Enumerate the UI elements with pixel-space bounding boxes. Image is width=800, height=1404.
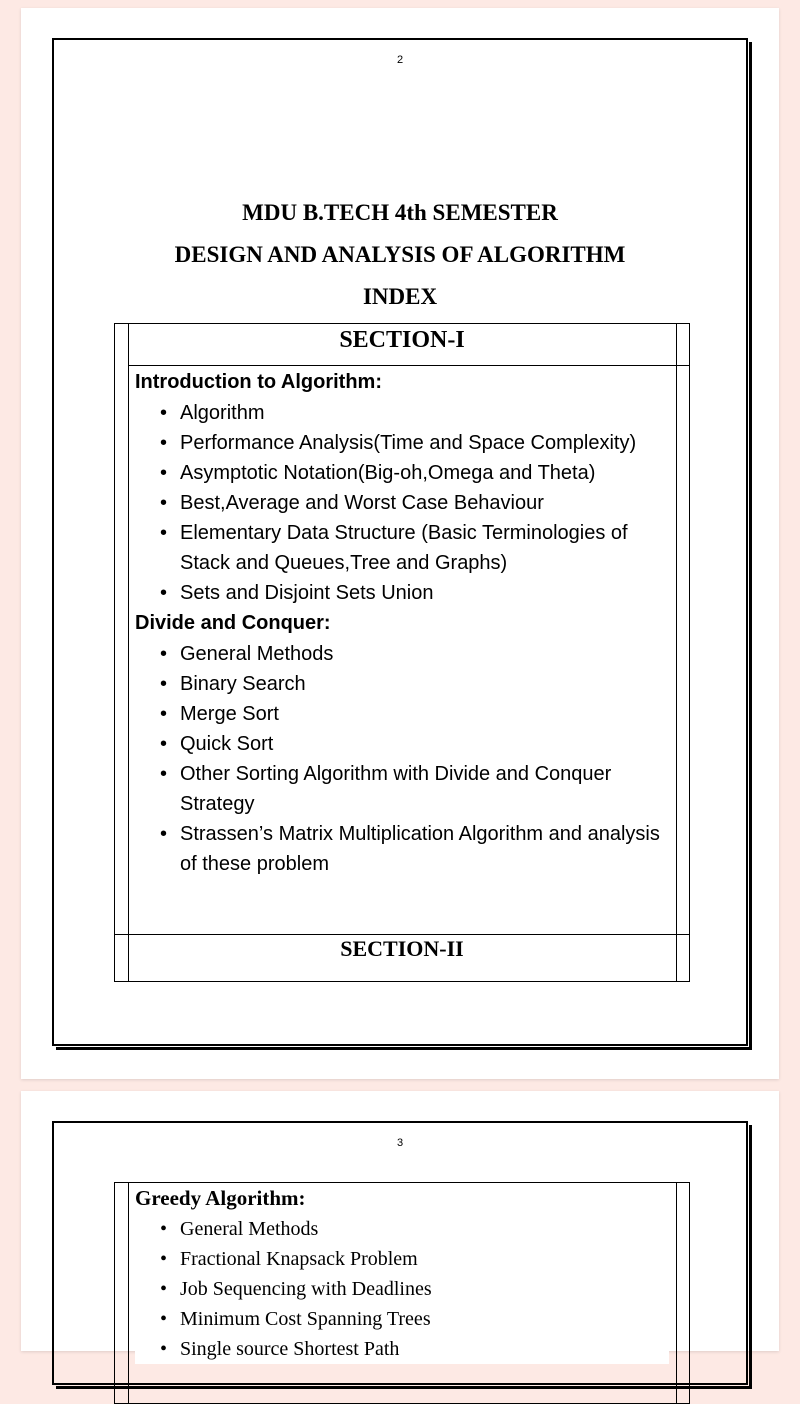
topic-heading-intro: Introduction to Algorithm: [135,371,382,393]
subject-title: DESIGN AND ANALYSIS OF ALGORITHM [174,242,626,267]
topic-list-greedy [135,1214,669,1364]
list-item: • Fractional Knapsack Problem [160,1248,418,1270]
list-item: • Quick Sort [160,733,274,755]
list-item: • Job Sequencing with Deadlines [160,1278,432,1300]
list-item: • Strassen’s Matrix Multiplication Algorithm and analysis of these problem [160,823,660,875]
list-item: • Best,Average and Worst Case Behaviour [160,492,544,514]
topic-heading-divide: Divide and Conquer: [135,612,331,634]
list-item: • Sets and Disjoint Sets Union [160,582,434,604]
section-1-contents [135,367,669,879]
list-item: • General Methods [160,1218,319,1240]
course-title: MDU B.TECH 4th SEMESTER [242,200,558,225]
index-title: INDEX [362,284,438,309]
index-table [114,323,690,982]
list-item: • Minimum Cost Spanning Trees [160,1308,431,1330]
list-item: • Single source Shortest Path [160,1338,400,1360]
topic-list-intro [135,398,669,608]
document-page-3 [21,1091,779,1360]
section-1-title: SECTION-I [339,327,465,353]
list-item: • General Methods [160,643,334,665]
topic-heading-greedy: Greedy Algorithm: [135,1186,306,1210]
list-item: • Asymptotic Notation(Big-oh,Omega and Theta) [160,462,596,484]
page-number: 3 [396,1137,404,1149]
page-border [52,1121,748,1385]
list-item: • Binary Search [160,673,306,695]
page-border [52,38,748,1046]
list-item: • Elementary Data Structure (Basic Terminologies of Stack and Queues,Tree and Graphs) [160,522,628,574]
page-number: 2 [396,54,404,66]
topic-list-divide [135,639,669,879]
greedy-contents [135,1183,669,1364]
list-item: • Merge Sort [160,703,279,725]
list-item: • Performance Analysis(Time and Space Complexity) [160,432,637,454]
list-item: • Algorithm [160,402,265,424]
list-item: • Other Sorting Algorithm with Divide and Conquer Strategy [160,763,612,815]
index-table [114,1182,690,1404]
document-page-2 [21,8,779,1079]
section-2-title: SECTION-II [340,936,464,961]
